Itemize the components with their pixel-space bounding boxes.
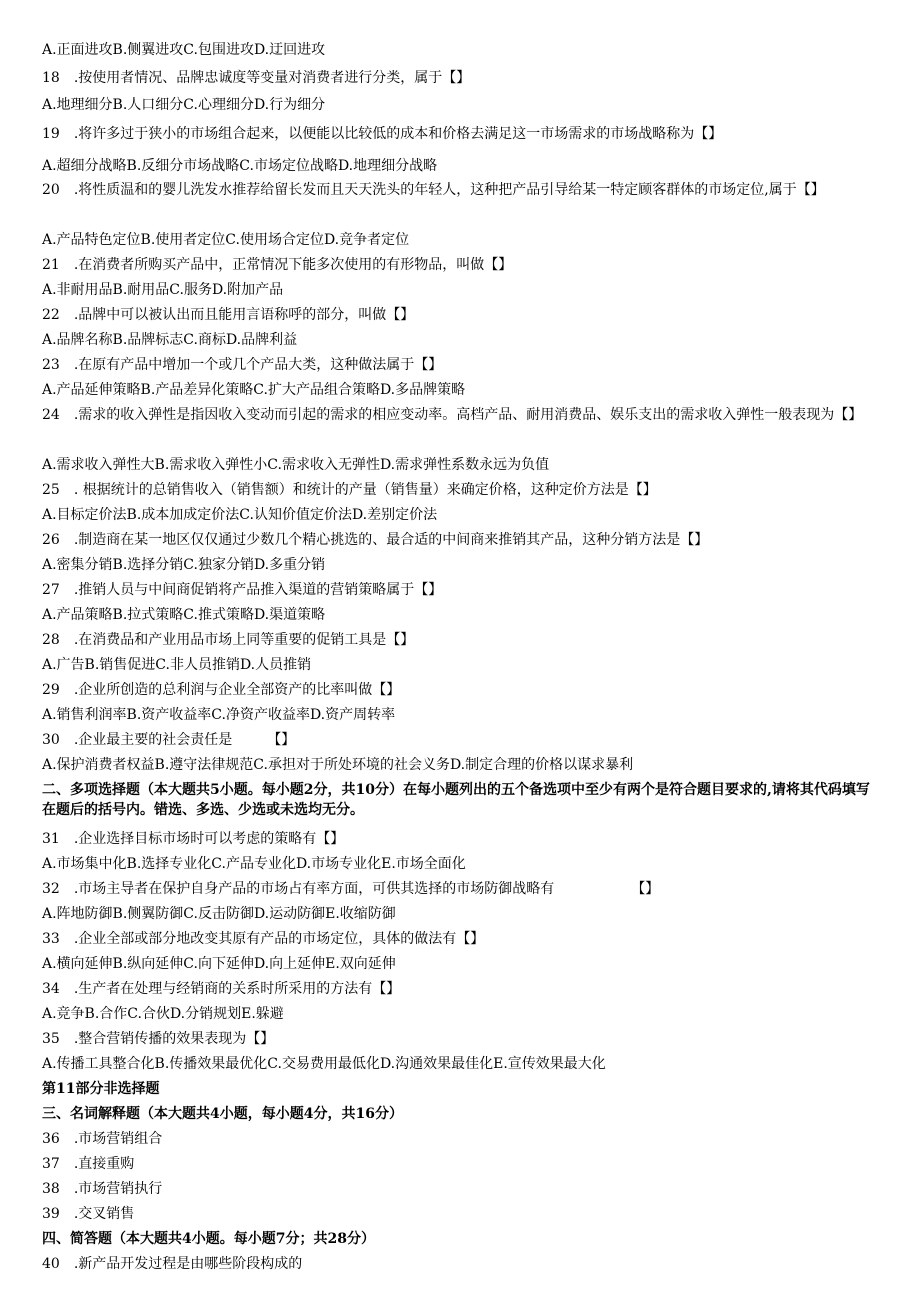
- q26-question: 26 .制造商在某一地区仅仅通过少数几个精心挑选的、最合适的中间商来推销其产品，这种分销方法是【】: [42, 532, 709, 548]
- q21-options: A.非耐用品B.耐用品C.服务D.附加产品: [42, 282, 284, 298]
- q19-question: 19 .将许多过于狭小的市场组合起来，以便能以比较低的成本和价格去满足这一市场需求的市场战略称为【】: [42, 126, 723, 142]
- q20-question: 20 .将性质温和的婴儿洗发水推荐给留长发而且天天洗头的年轻人，这种把产品引导给某一特定顾客群体的市场定位,属于【】: [42, 182, 825, 198]
- part-11-heading: 第11部分非选择题: [42, 1081, 160, 1097]
- q39-term: 39 .交叉销售: [42, 1206, 135, 1222]
- q19-options: A.超细分战略B.反细分市场战略C.市场定位战略D.地理细分战略: [42, 158, 438, 174]
- section-3-heading: 三、名词解释题（本大题共4小题，每小题4分，共16分）: [42, 1106, 403, 1122]
- q23-question: 23 .在原有产品中增加一个或几个产品大类，这种做法属于【】: [42, 357, 443, 373]
- q34-question: 34 .生产者在处理与经销商的关系时所采用的方法有【】: [42, 981, 401, 997]
- q18-options: A.地理细分B.人口细分C.心理细分D.行为细分: [42, 97, 326, 113]
- q29-options: A.销售利润率B.资产收益率C.净资产收益率D.资产周转率: [42, 707, 396, 723]
- q31-question: 31 .企业选择目标市场时可以考虑的策略有【】: [42, 831, 345, 847]
- q26-options: A.密集分销B.选择分销C.独家分销D.多重分销: [42, 557, 326, 573]
- q21-question: 21 .在消费者所购买产品中，正常情况下能多次使用的有形物品，叫做【】: [42, 257, 513, 273]
- q18-question: 18 .按使用者情况、品牌忠诚度等变量对消费者进行分类，属于【】: [42, 70, 471, 86]
- q22-question: 22 .品牌中可以被认出而且能用言语称呼的部分，叫做【】: [42, 307, 415, 323]
- q28-question: 28 .在消费品和产业用品市场上同等重要的促销工具是【】: [42, 632, 415, 648]
- q24-question: 24 .需求的收入弹性是指因收入变动而引起的需求的相应变动率。高档产品、耐用消费品、娱乐支出的需求收入弹性一般表现为【】: [42, 407, 863, 423]
- q36-term: 36 .市场营销组合: [42, 1131, 163, 1147]
- q30-question: 30 .企业最主要的社会责任是 【】: [42, 732, 296, 748]
- q37-term: 37 .直接重购: [42, 1156, 135, 1172]
- q32-options: A.阵地防御B.侧翼防御C.反击防御D.运动防御E.收缩防御: [42, 906, 396, 922]
- q38-term: 38 .市场营销执行: [42, 1181, 163, 1197]
- q17-options: A.正面进攻B.侧翼进攻C.包围进攻D.迂回进攻: [42, 42, 326, 58]
- q30-options: A.保护消费者权益B.遵守法律规范C.承担对于所处环境的社会义务D.制定合理的价格以谋求暴利: [42, 757, 634, 773]
- q31-options: A.市场集中化B.选择专业化C.产品专业化D.市场专业化E.市场全面化: [42, 856, 466, 872]
- q32-question: 32 .市场主导者在保护自身产品的市场占有率方面，可供其选择的市场防御战略有 【】: [42, 881, 660, 897]
- q28-options: A.广告B.销售促进C.非人员推销D.人员推销: [42, 657, 312, 673]
- q27-options: A.产品策略B.拉式策略C.推式策略D.渠道策略: [42, 607, 326, 623]
- q22-options: A.品牌名称B.品牌标志C.商标D.品牌利益: [42, 332, 298, 348]
- q20-options: A.产品特色定位B.使用者定位C.使用场合定位D.竞争者定位: [42, 232, 410, 248]
- section-2-heading: 二、多项选择题（本大题共5小题。每小题2分，共10分）在每小题列出的五个备选项中至少有两个是符合题目要求的,请将其代码填写在题后的括号内。错选、多选、少选或未选均无分。: [42, 782, 870, 818]
- q24-options: A.需求收入弹性大B.需求收入弹性小C.需求收入无弹性D.需求弹性系数永远为负值: [42, 457, 550, 473]
- q29-question: 29 .企业所创造的总利润与企业全部资产的比率叫做【】: [42, 682, 401, 698]
- q33-question: 33 .企业全部或部分地改变其原有产品的市场定位，具体的做法有【】: [42, 931, 485, 947]
- q25-options: A.目标定价法B.成本加成定价法C.认知价值定价法D.差别定价法: [42, 507, 438, 523]
- section-4-heading: 四、简答题（本大题共4小题。每小题7分；共28分）: [42, 1231, 375, 1247]
- q27-question: 27 .推销人员与中间商促销将产品推入渠道的营销策略属于【】: [42, 582, 443, 598]
- q34-options: A.竞争B.合作C.合伙D.分销规划E.躲避: [42, 1006, 284, 1022]
- q35-question: 35 .整合营销传播的效果表现为【】: [42, 1031, 275, 1047]
- q33-options: A.横向延伸B.纵向延伸C.向下延伸D.向上延伸E.双向延伸: [42, 956, 396, 972]
- q40-question: 40 .新产品开发过程是由哪些阶段构成的: [42, 1256, 303, 1272]
- q23-options: A.产品延伸策略B.产品差异化策略C.扩大产品组合策略D.多品牌策略: [42, 382, 466, 398]
- q35-options: A.传播工具整合化B.传播效果最优化C.交易费用最低化D.沟通效果最佳化E.宣传效果最大化: [42, 1056, 606, 1072]
- q25-question: 25 . 根据统计的总销售收入（销售额）和统计的产量（销售量）来确定价格，这种定价方法是【】: [42, 482, 657, 498]
